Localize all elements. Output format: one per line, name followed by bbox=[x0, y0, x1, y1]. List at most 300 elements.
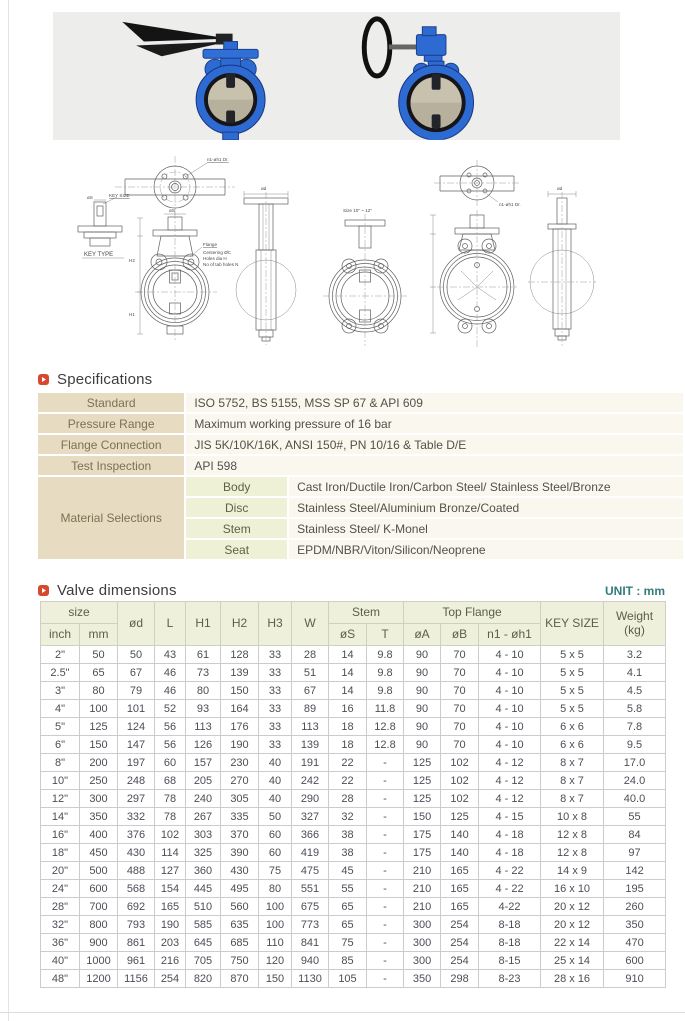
dim-cell: 28 bbox=[292, 646, 329, 664]
dim-cell: 68 bbox=[155, 772, 186, 790]
dim-cell: 45 bbox=[329, 862, 367, 880]
dim-cell: 14" bbox=[41, 808, 80, 826]
section-bullet-icon bbox=[38, 374, 49, 385]
dim-cell: 157 bbox=[186, 754, 221, 772]
specifications-header bbox=[38, 371, 152, 387]
dim-cell: 67 bbox=[292, 682, 329, 700]
dim-cell: 150 bbox=[80, 736, 118, 754]
specifications-title: Specifications bbox=[57, 370, 153, 388]
dim-cell: 910 bbox=[604, 970, 666, 988]
col-od: ød bbox=[118, 602, 155, 646]
dim-cell: 70 bbox=[441, 718, 479, 736]
dim-cell: 450 bbox=[80, 844, 118, 862]
dim-cell: 445 bbox=[186, 880, 221, 898]
dim-row bbox=[41, 772, 666, 790]
dim-cell: 90 bbox=[404, 700, 441, 718]
dim-cell: 16" bbox=[41, 826, 80, 844]
dim-row bbox=[41, 682, 666, 700]
size-range-label: Size 10" ~ 12" bbox=[343, 208, 372, 213]
dim-row bbox=[41, 934, 666, 952]
dim-cell: 38 bbox=[329, 826, 367, 844]
dim-cell: 46 bbox=[155, 682, 186, 700]
dim-cell: 267 bbox=[186, 808, 221, 826]
dim-cell: 360 bbox=[186, 862, 221, 880]
dim-row bbox=[41, 664, 666, 682]
material-value: Cast Iron/Ductile Iron/Carbon Steel/ Stainless Steel/Bronze bbox=[289, 477, 683, 496]
dim-cell: 14 bbox=[329, 646, 367, 664]
dim-row bbox=[41, 970, 666, 988]
dim-cell: 33 bbox=[259, 700, 292, 718]
dim-cell: 33 bbox=[259, 736, 292, 754]
dim-cell: 4 - 12 bbox=[479, 790, 541, 808]
dim-row bbox=[41, 700, 666, 718]
dim-cell: 3.2 bbox=[604, 646, 666, 664]
dim-cell: 20 x 12 bbox=[541, 898, 604, 916]
dim-cell: 50 bbox=[118, 646, 155, 664]
od-label: ød bbox=[261, 186, 267, 191]
spec-label: Standard bbox=[38, 393, 184, 412]
dim-row bbox=[41, 898, 666, 916]
dim-cell: 24" bbox=[41, 880, 80, 898]
dim-cell: 370 bbox=[221, 826, 259, 844]
dim-cell: 305 bbox=[221, 790, 259, 808]
flange-note-title: Flange bbox=[203, 242, 218, 247]
dim-cell: 40" bbox=[41, 952, 80, 970]
dim-cell: 60 bbox=[259, 844, 292, 862]
dim-cell: 645 bbox=[186, 934, 221, 952]
dim-cell: 93 bbox=[186, 700, 221, 718]
dim-cell: 210 bbox=[404, 898, 441, 916]
dim-cell: 8 x 7 bbox=[541, 790, 604, 808]
key-type-label: KEY TYPE bbox=[84, 252, 114, 258]
dim-cell: 260 bbox=[604, 898, 666, 916]
dim-cell: 254 bbox=[441, 934, 479, 952]
dim-cell: 8-23 bbox=[479, 970, 541, 988]
dim-cell: 22 bbox=[329, 754, 367, 772]
dim-cell: 38 bbox=[329, 844, 367, 862]
dim-cell: 90 bbox=[404, 718, 441, 736]
dim-cell: 124 bbox=[118, 718, 155, 736]
dim-cell: 165 bbox=[441, 898, 479, 916]
dim-cell: 4-22 bbox=[479, 898, 541, 916]
dim-cell: 4 - 10 bbox=[479, 682, 541, 700]
dim-cell: 4 - 10 bbox=[479, 664, 541, 682]
dim-cell: 120 bbox=[259, 952, 292, 970]
dim-cell: 97 bbox=[604, 844, 666, 862]
dim-cell: 70 bbox=[441, 736, 479, 754]
dim-cell: 250 bbox=[80, 772, 118, 790]
dimensions-table-head bbox=[41, 602, 666, 646]
spec-value: JIS 5K/10K/16K, ANSI 150#, PN 10/16 & Table D/E bbox=[186, 435, 683, 454]
dim-cell: 4 - 22 bbox=[479, 880, 541, 898]
col-os: øS bbox=[329, 624, 367, 646]
dim-cell: - bbox=[367, 754, 404, 772]
material-part: Body bbox=[186, 477, 287, 496]
dim-cell: 150 bbox=[404, 808, 441, 826]
dim-cell: 12.8 bbox=[367, 736, 404, 754]
key-type-view bbox=[78, 197, 122, 246]
dim-cell: 127 bbox=[155, 862, 186, 880]
spec-material-row bbox=[38, 477, 683, 496]
dim-cell: 18" bbox=[41, 844, 80, 862]
dim-cell: 335 bbox=[221, 808, 259, 826]
dim-cell: 210 bbox=[404, 880, 441, 898]
dim-row bbox=[41, 754, 666, 772]
front-view-plain bbox=[323, 214, 407, 346]
dim-cell: 325 bbox=[186, 844, 221, 862]
col-stem: Stem bbox=[329, 602, 404, 624]
dim-cell: 4 - 12 bbox=[479, 772, 541, 790]
dim-cell: 100 bbox=[259, 916, 292, 934]
dim-cell: 65 bbox=[329, 916, 367, 934]
dim-cell: 350 bbox=[404, 970, 441, 988]
dim-cell: 197 bbox=[118, 754, 155, 772]
dim-cell: 1000 bbox=[80, 952, 118, 970]
dim-cell: 56 bbox=[155, 718, 186, 736]
dim-cell: 18 bbox=[329, 736, 367, 754]
material-value: EPDM/NBR/Viton/Silicon/Neoprene bbox=[289, 540, 683, 559]
dim-cell: 126 bbox=[186, 736, 221, 754]
dim-cell: 2" bbox=[41, 646, 80, 664]
dimensions-header bbox=[38, 582, 177, 598]
dim-cell: 10" bbox=[41, 772, 80, 790]
dim-cell: 191 bbox=[292, 754, 329, 772]
spec-value: API 598 bbox=[186, 456, 683, 475]
dim-cell: 75 bbox=[329, 934, 367, 952]
dim-cell: 55 bbox=[329, 880, 367, 898]
top-flange-view bbox=[115, 156, 235, 218]
dimensions-title: Valve dimensions bbox=[57, 581, 177, 599]
dim-cell: 113 bbox=[186, 718, 221, 736]
drill-note-label: n1-øh1 Dr. bbox=[499, 202, 521, 207]
dim-cell: 560 bbox=[221, 898, 259, 916]
dim-cell: 14 bbox=[329, 664, 367, 682]
dim-cell: - bbox=[367, 826, 404, 844]
material-part: Seat bbox=[186, 540, 287, 559]
os-label: øS bbox=[169, 208, 175, 213]
col-inch: inch bbox=[41, 624, 80, 646]
dim-cell: 8 x 7 bbox=[541, 754, 604, 772]
front-view-spoked bbox=[430, 160, 520, 348]
dim-cell: 9.8 bbox=[367, 664, 404, 682]
dim-cell: 40.0 bbox=[604, 790, 666, 808]
dim-cell: 80 bbox=[259, 880, 292, 898]
unit-label: UNIT : mm bbox=[605, 584, 665, 598]
dim-cell: 841 bbox=[292, 934, 329, 952]
spec-label: Test Inspection bbox=[38, 456, 184, 475]
dim-cell: 100 bbox=[80, 700, 118, 718]
dim-cell: 475 bbox=[292, 862, 329, 880]
dim-cell: 5 x 5 bbox=[541, 646, 604, 664]
dim-cell: - bbox=[367, 916, 404, 934]
dim-cell: 125 bbox=[404, 790, 441, 808]
dim-cell: 79 bbox=[118, 682, 155, 700]
lever-handle-icon bbox=[122, 22, 228, 42]
dim-cell: - bbox=[367, 880, 404, 898]
dim-cell: 3" bbox=[41, 682, 80, 700]
dim-cell: - bbox=[367, 898, 404, 916]
dim-cell: 125 bbox=[441, 808, 479, 826]
dim-cell: - bbox=[367, 952, 404, 970]
drill-note-label: n1-øh1 Dr. bbox=[207, 157, 229, 162]
col-l: L bbox=[155, 602, 186, 646]
dim-cell: - bbox=[367, 970, 404, 988]
col-key-size: KEY SIZE bbox=[541, 602, 604, 646]
dim-cell: 300 bbox=[404, 916, 441, 934]
dim-cell: 25 x 14 bbox=[541, 952, 604, 970]
dim-cell: 165 bbox=[441, 862, 479, 880]
dim-cell: 140 bbox=[441, 844, 479, 862]
dim-cell: 20" bbox=[41, 862, 80, 880]
dim-cell: 56 bbox=[155, 736, 186, 754]
dim-cell: 50 bbox=[80, 646, 118, 664]
dim-cell: 7.8 bbox=[604, 718, 666, 736]
dim-cell: 9.8 bbox=[367, 646, 404, 664]
dim-cell: 270 bbox=[221, 772, 259, 790]
dim-cell: 400 bbox=[80, 826, 118, 844]
dim-cell: 510 bbox=[186, 898, 221, 916]
dim-cell: 190 bbox=[221, 736, 259, 754]
dim-cell: 8-15 bbox=[479, 952, 541, 970]
dim-cell: 861 bbox=[118, 934, 155, 952]
dim-cell: 297 bbox=[118, 790, 155, 808]
dim-cell: 190 bbox=[155, 916, 186, 934]
flange-note-1: Centering ØC bbox=[203, 250, 232, 255]
dim-cell: 4 - 12 bbox=[479, 754, 541, 772]
dim-cell: 90 bbox=[404, 682, 441, 700]
dim-cell: 200 bbox=[80, 754, 118, 772]
dim-cell: 390 bbox=[221, 844, 259, 862]
dim-cell: 500 bbox=[80, 862, 118, 880]
dim-cell: 22 bbox=[329, 772, 367, 790]
dim-cell: 568 bbox=[118, 880, 155, 898]
page-left-border bbox=[8, 0, 9, 1021]
dim-cell: 303 bbox=[186, 826, 221, 844]
dim-row bbox=[41, 790, 666, 808]
dim-cell: 102 bbox=[441, 790, 479, 808]
dim-cell: 33 bbox=[259, 682, 292, 700]
section-bullet-icon bbox=[38, 585, 49, 596]
flange-note-3: No of tab holes N bbox=[203, 262, 239, 267]
dim-cell: 585 bbox=[186, 916, 221, 934]
dim-cell: 28 x 16 bbox=[541, 970, 604, 988]
dim-cell: 80 bbox=[80, 682, 118, 700]
dim-cell: 5 x 5 bbox=[541, 682, 604, 700]
dim-cell: - bbox=[367, 844, 404, 862]
gear-butterfly-valve-image bbox=[348, 12, 538, 140]
dim-cell: 4 - 10 bbox=[479, 718, 541, 736]
spec-row bbox=[38, 393, 683, 412]
dim-cell: 4 - 15 bbox=[479, 808, 541, 826]
dim-cell: 8 x 7 bbox=[541, 772, 604, 790]
dim-cell: - bbox=[367, 808, 404, 826]
dim-cell: 5.8 bbox=[604, 700, 666, 718]
handwheel-icon bbox=[364, 19, 390, 76]
dim-cell: 940 bbox=[292, 952, 329, 970]
dim-cell: 61 bbox=[186, 646, 221, 664]
dim-cell: 419 bbox=[292, 844, 329, 862]
dim-cell: 9.8 bbox=[367, 682, 404, 700]
dim-cell: 105 bbox=[329, 970, 367, 988]
dim-cell: 870 bbox=[221, 970, 259, 988]
spec-label: Flange Connection bbox=[38, 435, 184, 454]
dim-cell: 165 bbox=[155, 898, 186, 916]
dim-cell: 635 bbox=[221, 916, 259, 934]
dim-cell: 216 bbox=[155, 952, 186, 970]
dim-row bbox=[41, 862, 666, 880]
dim-cell: 4.5 bbox=[604, 682, 666, 700]
dim-cell: 12 x 8 bbox=[541, 826, 604, 844]
dim-row bbox=[41, 826, 666, 844]
dim-cell: 6 x 6 bbox=[541, 736, 604, 754]
dim-cell: 70 bbox=[441, 682, 479, 700]
dim-cell: 327 bbox=[292, 808, 329, 826]
dim-cell: 154 bbox=[155, 880, 186, 898]
dim-cell: 12 x 8 bbox=[541, 844, 604, 862]
dim-cell: 22 x 14 bbox=[541, 934, 604, 952]
dim-cell: 4 - 18 bbox=[479, 826, 541, 844]
key-size-label: KEY SIZE bbox=[109, 193, 130, 198]
dim-cell: 366 bbox=[292, 826, 329, 844]
col-w: W bbox=[292, 602, 329, 646]
spec-label: Material Selections bbox=[38, 477, 184, 559]
spec-row bbox=[38, 456, 683, 475]
dim-cell: 773 bbox=[292, 916, 329, 934]
col-t: T bbox=[367, 624, 404, 646]
dim-row bbox=[41, 718, 666, 736]
dim-header-row bbox=[41, 602, 666, 624]
dim-cell: 488 bbox=[118, 862, 155, 880]
lever-butterfly-valve-image bbox=[115, 12, 295, 140]
dim-cell: 40 bbox=[259, 772, 292, 790]
technical-drawing bbox=[57, 150, 597, 355]
dim-cell: 700 bbox=[80, 898, 118, 916]
dim-cell: 705 bbox=[186, 952, 221, 970]
dim-cell: 4.1 bbox=[604, 664, 666, 682]
dim-cell: 43 bbox=[155, 646, 186, 664]
material-part: Disc bbox=[186, 498, 287, 517]
dim-cell: 4 - 10 bbox=[479, 736, 541, 754]
dim-cell: 8-18 bbox=[479, 916, 541, 934]
dim-cell: 5" bbox=[41, 718, 80, 736]
dim-cell: 8" bbox=[41, 754, 80, 772]
dim-cell: 85 bbox=[329, 952, 367, 970]
gearbox bbox=[416, 35, 446, 56]
col-size: size bbox=[41, 602, 118, 624]
dim-cell: 298 bbox=[441, 970, 479, 988]
dim-cell: 12" bbox=[41, 790, 80, 808]
dim-row bbox=[41, 736, 666, 754]
dim-cell: 17.0 bbox=[604, 754, 666, 772]
col-weight: Weight (kg) bbox=[604, 602, 666, 646]
dim-cell: 90 bbox=[404, 736, 441, 754]
dim-row bbox=[41, 808, 666, 826]
dim-cell: 1156 bbox=[118, 970, 155, 988]
col-oa: øA bbox=[404, 624, 441, 646]
dim-cell: 793 bbox=[118, 916, 155, 934]
dim-cell: 4 - 22 bbox=[479, 862, 541, 880]
dim-cell: 46 bbox=[155, 664, 186, 682]
dim-cell: 4 - 10 bbox=[479, 700, 541, 718]
dim-cell: 147 bbox=[118, 736, 155, 754]
dim-row bbox=[41, 646, 666, 664]
dim-cell: 175 bbox=[404, 826, 441, 844]
spec-label: Pressure Range bbox=[38, 414, 184, 433]
dim-cell: - bbox=[367, 772, 404, 790]
dim-cell: 125 bbox=[404, 772, 441, 790]
dim-cell: - bbox=[367, 790, 404, 808]
dim-cell: 11.8 bbox=[367, 700, 404, 718]
dim-cell: 110 bbox=[259, 934, 292, 952]
dim-cell: 60 bbox=[155, 754, 186, 772]
dim-cell: 55 bbox=[604, 808, 666, 826]
material-value: Stainless Steel/ K-Monel bbox=[289, 519, 683, 538]
dim-cell: 675 bbox=[292, 898, 329, 916]
dim-cell: 820 bbox=[186, 970, 221, 988]
col-h2: H2 bbox=[221, 602, 259, 646]
dimensions-tbody bbox=[41, 646, 666, 988]
dim-cell: 33 bbox=[259, 646, 292, 664]
col-h3: H3 bbox=[259, 602, 292, 646]
dim-cell: 33 bbox=[259, 664, 292, 682]
side-section-view bbox=[236, 191, 296, 345]
dim-cell: 90 bbox=[404, 646, 441, 664]
front-view-dimensioned bbox=[135, 212, 217, 340]
dim-cell: 14 bbox=[329, 682, 367, 700]
dimensions-table bbox=[40, 601, 666, 988]
dim-cell: 900 bbox=[80, 934, 118, 952]
dim-cell: 430 bbox=[118, 844, 155, 862]
dim-cell: 102 bbox=[441, 754, 479, 772]
specifications-table bbox=[36, 391, 685, 561]
dim-cell: 40 bbox=[259, 754, 292, 772]
dim-cell: 102 bbox=[155, 826, 186, 844]
dim-cell: 600 bbox=[80, 880, 118, 898]
dim-cell: 150 bbox=[259, 970, 292, 988]
dim-cell: 1200 bbox=[80, 970, 118, 988]
dim-cell: 290 bbox=[292, 790, 329, 808]
dim-cell: 113 bbox=[292, 718, 329, 736]
dim-cell: 89 bbox=[292, 700, 329, 718]
dim-cell: 50 bbox=[259, 808, 292, 826]
dim-cell: 176 bbox=[221, 718, 259, 736]
dim-cell: 32" bbox=[41, 916, 80, 934]
dim-cell: 300 bbox=[404, 934, 441, 952]
dim-cell: 139 bbox=[292, 736, 329, 754]
dim-cell: 495 bbox=[221, 880, 259, 898]
dim-cell: 1130 bbox=[292, 970, 329, 988]
dim-cell: 376 bbox=[118, 826, 155, 844]
dim-cell: 75 bbox=[259, 862, 292, 880]
dim-cell: 430 bbox=[221, 862, 259, 880]
dim-cell: 350 bbox=[80, 808, 118, 826]
spec-value: Maximum working pressure of 16 bar bbox=[186, 414, 683, 433]
dim-cell: 2.5" bbox=[41, 664, 80, 682]
dim-cell: 164 bbox=[221, 700, 259, 718]
dim-cell: 24.0 bbox=[604, 772, 666, 790]
dim-cell: 33 bbox=[259, 718, 292, 736]
dim-cell: 20 x 12 bbox=[541, 916, 604, 934]
dim-cell: 28" bbox=[41, 898, 80, 916]
dim-cell: 203 bbox=[155, 934, 186, 952]
dim-cell: 750 bbox=[221, 952, 259, 970]
dim-cell: - bbox=[367, 862, 404, 880]
dim-cell: 230 bbox=[221, 754, 259, 772]
material-value: Stainless Steel/Aluminium Bronze/Coated bbox=[289, 498, 683, 517]
dim-cell: 67 bbox=[118, 664, 155, 682]
dim-cell: 175 bbox=[404, 844, 441, 862]
dim-cell: 692 bbox=[118, 898, 155, 916]
